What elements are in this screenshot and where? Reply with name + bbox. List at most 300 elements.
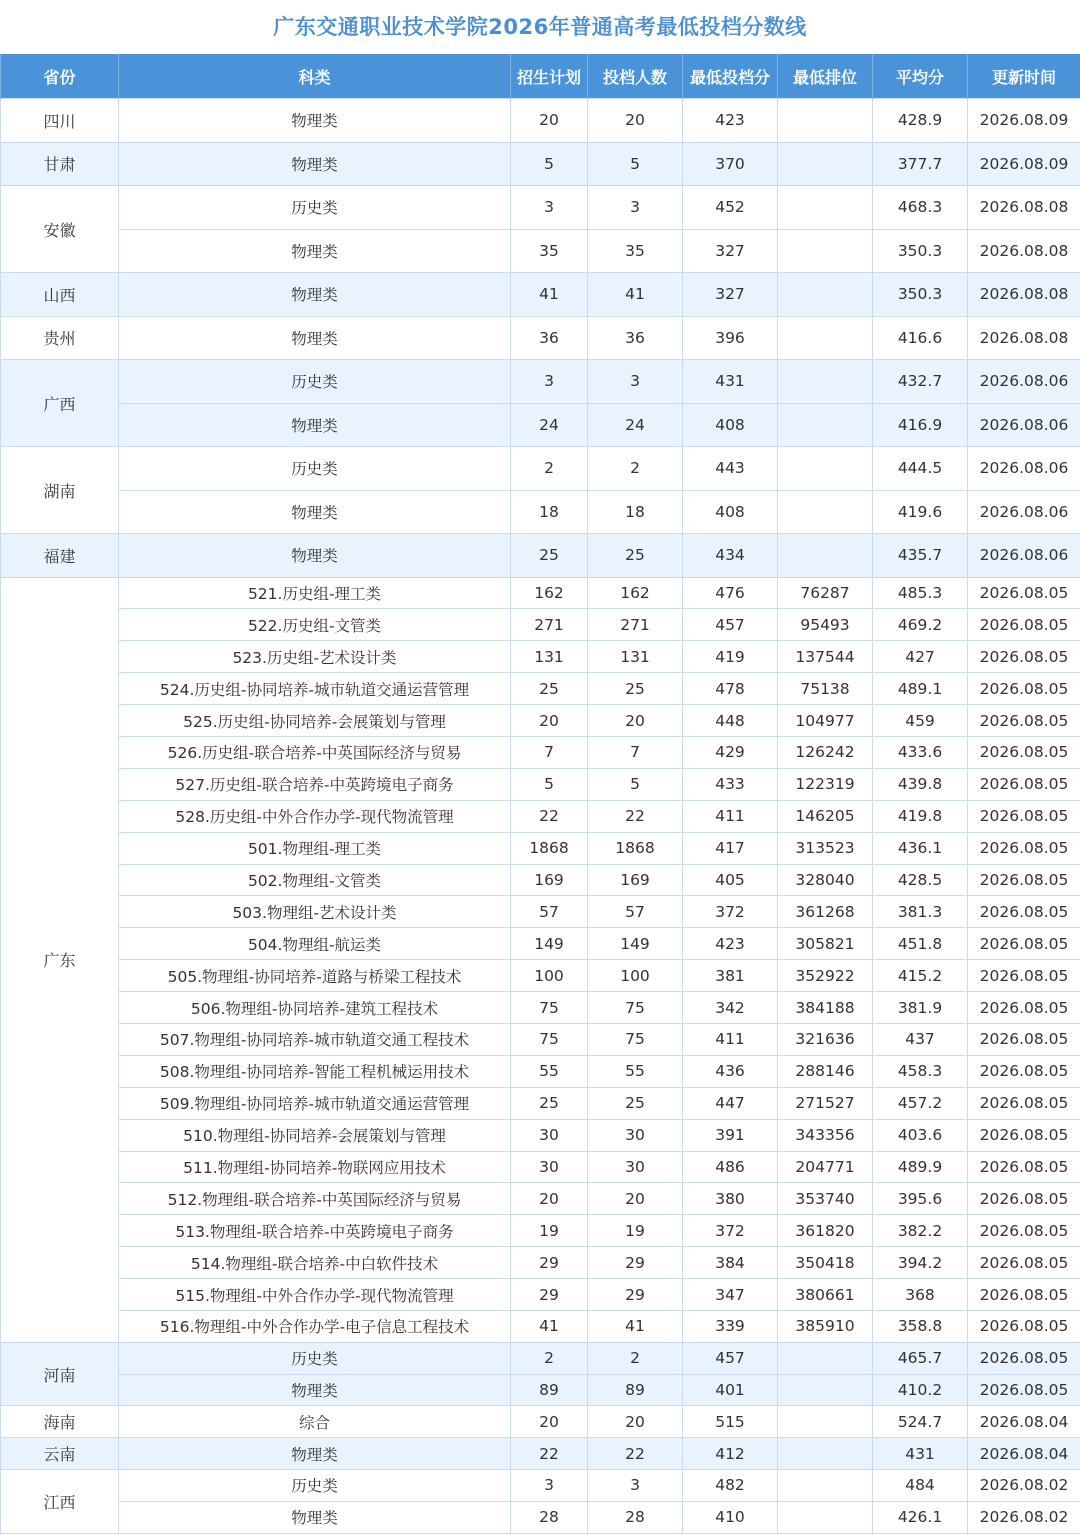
- plan-cell: 75: [511, 992, 588, 1024]
- min-rank-cell: 104977: [778, 705, 873, 737]
- updated-cell: 2026.08.05: [968, 992, 1080, 1024]
- category-cell: 522.历史组-文管类: [119, 609, 511, 641]
- admitted-cell: 20: [588, 705, 683, 737]
- min-rank-cell: 122319: [778, 768, 873, 800]
- table-row: [1, 142, 1080, 186]
- table-row: [1, 273, 1080, 317]
- header-category: 科类: [119, 54, 511, 99]
- admitted-cell: 41: [588, 1310, 683, 1342]
- province-cell: 河南: [1, 1342, 119, 1406]
- min-score-cell: 423: [683, 99, 778, 143]
- category-cell: 物理类: [119, 229, 511, 273]
- category-cell: 507.物理组-协同培养-城市轨道交通工程技术: [119, 1023, 511, 1055]
- table-row: [1, 800, 1080, 832]
- category-cell: 504.物理组-航运类: [119, 928, 511, 960]
- admitted-cell: 28: [588, 1501, 683, 1533]
- average-cell: 350.3: [873, 229, 968, 273]
- min-rank-cell: [778, 403, 873, 447]
- province-cell: 广东: [1, 577, 119, 1342]
- average-cell: 439.8: [873, 768, 968, 800]
- updated-cell: 2026.08.05: [968, 1151, 1080, 1183]
- min-score-cell: 457: [683, 1342, 778, 1374]
- table-row: [1, 1310, 1080, 1342]
- average-cell: 524.7: [873, 1406, 968, 1438]
- plan-cell: 5: [511, 142, 588, 186]
- min-score-cell: 478: [683, 673, 778, 705]
- admitted-cell: 131: [588, 641, 683, 673]
- updated-cell: 2026.08.05: [968, 960, 1080, 992]
- admitted-cell: 25: [588, 673, 683, 705]
- average-cell: 377.7: [873, 142, 968, 186]
- plan-cell: 28: [511, 1501, 588, 1533]
- table-row: [1, 992, 1080, 1024]
- table-row: [1, 1215, 1080, 1247]
- province-cell: 江西: [1, 1470, 119, 1534]
- min-rank-cell: [778, 186, 873, 230]
- category-cell: 历史类: [119, 1342, 511, 1374]
- category-cell: 506.物理组-协同培养-建筑工程技术: [119, 992, 511, 1024]
- updated-cell: 2026.08.05: [968, 928, 1080, 960]
- min-score-cell: 408: [683, 403, 778, 447]
- average-cell: 368: [873, 1279, 968, 1311]
- admitted-cell: 2: [588, 447, 683, 491]
- table-row: [1, 960, 1080, 992]
- admitted-cell: 36: [588, 316, 683, 360]
- min-rank-cell: 384188: [778, 992, 873, 1024]
- plan-cell: 20: [511, 99, 588, 143]
- min-score-cell: 327: [683, 229, 778, 273]
- admitted-cell: 3: [588, 186, 683, 230]
- min-rank-cell: [778, 1342, 873, 1374]
- table-row: [1, 1055, 1080, 1087]
- updated-cell: 2026.08.05: [968, 864, 1080, 896]
- admitted-cell: 22: [588, 800, 683, 832]
- header-plan: 招生计划: [511, 54, 588, 99]
- min-score-cell: 327: [683, 273, 778, 317]
- plan-cell: 20: [511, 705, 588, 737]
- plan-cell: 29: [511, 1279, 588, 1311]
- province-cell: 甘肃: [1, 142, 119, 186]
- plan-cell: 57: [511, 896, 588, 928]
- category-cell: 物理类: [119, 99, 511, 143]
- updated-cell: 2026.08.05: [968, 1279, 1080, 1311]
- average-cell: 428.9: [873, 99, 968, 143]
- min-rank-cell: 137544: [778, 641, 873, 673]
- plan-cell: 22: [511, 1438, 588, 1470]
- table-row: [1, 1279, 1080, 1311]
- admitted-cell: 20: [588, 1183, 683, 1215]
- min-rank-cell: 321636: [778, 1023, 873, 1055]
- plan-cell: 25: [511, 1087, 588, 1119]
- category-cell: 528.历史组-中外合作办学-现代物流管理: [119, 800, 511, 832]
- updated-cell: 2026.08.02: [968, 1501, 1080, 1533]
- admitted-cell: 149: [588, 928, 683, 960]
- min-rank-cell: [778, 360, 873, 404]
- min-score-cell: 457: [683, 609, 778, 641]
- min-score-cell: 443: [683, 447, 778, 491]
- average-cell: 431: [873, 1438, 968, 1470]
- average-cell: 410.2: [873, 1374, 968, 1406]
- table-row: [1, 577, 1080, 609]
- plan-cell: 22: [511, 800, 588, 832]
- admitted-cell: 55: [588, 1055, 683, 1087]
- header-province: 省份: [1, 54, 119, 99]
- min-score-cell: 429: [683, 736, 778, 768]
- category-cell: 513.物理组-联合培养-中英跨境电子商务: [119, 1215, 511, 1247]
- table-row: [1, 403, 1080, 447]
- min-score-cell: 380: [683, 1183, 778, 1215]
- min-rank-cell: [778, 99, 873, 143]
- category-cell: 综合: [119, 1406, 511, 1438]
- average-cell: 358.8: [873, 1310, 968, 1342]
- table-row: [1, 1501, 1080, 1533]
- min-score-cell: 384: [683, 1247, 778, 1279]
- updated-cell: 2026.08.06: [968, 534, 1080, 578]
- min-score-cell: 347: [683, 1279, 778, 1311]
- plan-cell: 7: [511, 736, 588, 768]
- plan-cell: 3: [511, 1470, 588, 1502]
- table-row: [1, 705, 1080, 737]
- average-cell: 489.1: [873, 673, 968, 705]
- min-rank-cell: 350418: [778, 1247, 873, 1279]
- category-cell: 509.物理组-协同培养-城市轨道交通运营管理: [119, 1087, 511, 1119]
- category-cell: 516.物理组-中外合作办学-电子信息工程技术: [119, 1310, 511, 1342]
- admitted-cell: 75: [588, 1023, 683, 1055]
- updated-cell: 2026.08.05: [968, 673, 1080, 705]
- min-rank-cell: 288146: [778, 1055, 873, 1087]
- table-row: [1, 1406, 1080, 1438]
- plan-cell: 20: [511, 1183, 588, 1215]
- plan-cell: 24: [511, 403, 588, 447]
- admitted-cell: 89: [588, 1374, 683, 1406]
- admitted-cell: 19: [588, 1215, 683, 1247]
- updated-cell: 2026.08.05: [968, 1310, 1080, 1342]
- table-row: [1, 360, 1080, 404]
- updated-cell: 2026.08.08: [968, 186, 1080, 230]
- updated-cell: 2026.08.05: [968, 1055, 1080, 1087]
- updated-cell: 2026.08.05: [968, 1087, 1080, 1119]
- header-average: 平均分: [873, 54, 968, 99]
- table-body: [1, 99, 1080, 1534]
- header-min-rank: 最低排位: [778, 54, 873, 99]
- min-score-cell: 447: [683, 1087, 778, 1119]
- table-row: [1, 673, 1080, 705]
- min-score-cell: 431: [683, 360, 778, 404]
- category-cell: 物理类: [119, 403, 511, 447]
- plan-cell: 36: [511, 316, 588, 360]
- plan-cell: 271: [511, 609, 588, 641]
- average-cell: 395.6: [873, 1183, 968, 1215]
- plan-cell: 30: [511, 1119, 588, 1151]
- min-score-cell: 452: [683, 186, 778, 230]
- plan-cell: 29: [511, 1247, 588, 1279]
- updated-cell: 2026.08.05: [968, 1247, 1080, 1279]
- updated-cell: 2026.08.05: [968, 1215, 1080, 1247]
- min-score-cell: 396: [683, 316, 778, 360]
- admitted-cell: 30: [588, 1119, 683, 1151]
- average-cell: 419.6: [873, 490, 968, 534]
- updated-cell: 2026.08.02: [968, 1470, 1080, 1502]
- category-cell: 501.物理组-理工类: [119, 832, 511, 864]
- category-cell: 514.物理组-联合培养-中白软件技术: [119, 1247, 511, 1279]
- category-cell: 505.物理组-协同培养-道路与桥梁工程技术: [119, 960, 511, 992]
- average-cell: 350.3: [873, 273, 968, 317]
- table-row: [1, 229, 1080, 273]
- average-cell: 381.9: [873, 992, 968, 1024]
- header-row: [1, 54, 1080, 99]
- admitted-cell: 25: [588, 534, 683, 578]
- admitted-cell: 7: [588, 736, 683, 768]
- min-rank-cell: 328040: [778, 864, 873, 896]
- average-cell: 489.9: [873, 1151, 968, 1183]
- admitted-cell: 5: [588, 768, 683, 800]
- min-rank-cell: 353740: [778, 1183, 873, 1215]
- min-score-cell: 401: [683, 1374, 778, 1406]
- province-cell: 湖南: [1, 447, 119, 534]
- updated-cell: 2026.08.06: [968, 447, 1080, 491]
- plan-cell: 75: [511, 1023, 588, 1055]
- header-min-score: 最低投档分: [683, 54, 778, 99]
- average-cell: 435.7: [873, 534, 968, 578]
- province-cell: 安徽: [1, 186, 119, 273]
- category-cell: 历史类: [119, 447, 511, 491]
- min-rank-cell: 305821: [778, 928, 873, 960]
- table-row: [1, 1470, 1080, 1502]
- min-score-cell: 342: [683, 992, 778, 1024]
- table-row: [1, 316, 1080, 360]
- category-cell: 物理类: [119, 534, 511, 578]
- min-rank-cell: 95493: [778, 609, 873, 641]
- category-cell: 512.物理组-联合培养-中英国际经济与贸易: [119, 1183, 511, 1215]
- table-row: [1, 1087, 1080, 1119]
- category-cell: 物理类: [119, 1501, 511, 1533]
- table-row: [1, 768, 1080, 800]
- min-score-cell: 412: [683, 1438, 778, 1470]
- category-cell: 历史类: [119, 1470, 511, 1502]
- average-cell: 437: [873, 1023, 968, 1055]
- table-row: [1, 641, 1080, 673]
- average-cell: 469.2: [873, 609, 968, 641]
- category-cell: 526.历史组-联合培养-中英国际经济与贸易: [119, 736, 511, 768]
- category-cell: 521.历史组-理工类: [119, 577, 511, 609]
- min-score-cell: 411: [683, 800, 778, 832]
- admitted-cell: 22: [588, 1438, 683, 1470]
- category-cell: 历史类: [119, 186, 511, 230]
- min-score-cell: 448: [683, 705, 778, 737]
- average-cell: 484: [873, 1470, 968, 1502]
- min-rank-cell: [778, 447, 873, 491]
- average-cell: 416.6: [873, 316, 968, 360]
- min-rank-cell: 343356: [778, 1119, 873, 1151]
- updated-cell: 2026.08.05: [968, 609, 1080, 641]
- updated-cell: 2026.08.04: [968, 1406, 1080, 1438]
- category-cell: 515.物理组-中外合作办学-现代物流管理: [119, 1279, 511, 1311]
- plan-cell: 2: [511, 1342, 588, 1374]
- min-rank-cell: 271527: [778, 1087, 873, 1119]
- updated-cell: 2026.08.05: [968, 832, 1080, 864]
- min-score-cell: 372: [683, 1215, 778, 1247]
- header-updated: 更新时间: [968, 54, 1080, 99]
- header-admitted: 投档人数: [588, 54, 683, 99]
- admitted-cell: 30: [588, 1151, 683, 1183]
- plan-cell: 55: [511, 1055, 588, 1087]
- plan-cell: 20: [511, 1406, 588, 1438]
- plan-cell: 2: [511, 447, 588, 491]
- min-score-cell: 423: [683, 928, 778, 960]
- admitted-cell: 271: [588, 609, 683, 641]
- table-row: [1, 490, 1080, 534]
- plan-cell: 5: [511, 768, 588, 800]
- average-cell: 381.3: [873, 896, 968, 928]
- table-row: [1, 99, 1080, 143]
- category-cell: 物理类: [119, 1438, 511, 1470]
- table-row: [1, 1151, 1080, 1183]
- plan-cell: 25: [511, 534, 588, 578]
- table-row: [1, 186, 1080, 230]
- province-cell: 广西: [1, 360, 119, 447]
- min-rank-cell: 204771: [778, 1151, 873, 1183]
- updated-cell: 2026.08.09: [968, 142, 1080, 186]
- admitted-cell: 20: [588, 99, 683, 143]
- plan-cell: 18: [511, 490, 588, 534]
- category-cell: 523.历史组-艺术设计类: [119, 641, 511, 673]
- admitted-cell: 100: [588, 960, 683, 992]
- category-cell: 525.历史组-协同培养-会展策划与管理: [119, 705, 511, 737]
- plan-cell: 35: [511, 229, 588, 273]
- table-row: [1, 736, 1080, 768]
- table-row: [1, 1119, 1080, 1151]
- score-table: [0, 54, 1080, 1534]
- updated-cell: 2026.08.06: [968, 360, 1080, 404]
- category-cell: 历史类: [119, 360, 511, 404]
- category-cell: 508.物理组-协同培养-智能工程机械运用技术: [119, 1055, 511, 1087]
- min-score-cell: 408: [683, 490, 778, 534]
- plan-cell: 1868: [511, 832, 588, 864]
- province-cell: 福建: [1, 534, 119, 578]
- updated-cell: 2026.08.05: [968, 641, 1080, 673]
- province-cell: 四川: [1, 99, 119, 143]
- average-cell: 419.8: [873, 800, 968, 832]
- min-score-cell: 381: [683, 960, 778, 992]
- min-rank-cell: 76287: [778, 577, 873, 609]
- average-cell: 394.2: [873, 1247, 968, 1279]
- plan-cell: 169: [511, 864, 588, 896]
- table-row: [1, 1374, 1080, 1406]
- category-cell: 503.物理组-艺术设计类: [119, 896, 511, 928]
- table-row: [1, 534, 1080, 578]
- min-score-cell: 417: [683, 832, 778, 864]
- admitted-cell: 3: [588, 360, 683, 404]
- min-rank-cell: [778, 316, 873, 360]
- min-rank-cell: 146205: [778, 800, 873, 832]
- min-rank-cell: [778, 490, 873, 534]
- admitted-cell: 35: [588, 229, 683, 273]
- updated-cell: 2026.08.05: [968, 705, 1080, 737]
- average-cell: 436.1: [873, 832, 968, 864]
- updated-cell: 2026.08.08: [968, 273, 1080, 317]
- min-score-cell: 436: [683, 1055, 778, 1087]
- admitted-cell: 18: [588, 490, 683, 534]
- plan-cell: 100: [511, 960, 588, 992]
- admitted-cell: 29: [588, 1279, 683, 1311]
- province-cell: 云南: [1, 1438, 119, 1470]
- updated-cell: 2026.08.09: [968, 99, 1080, 143]
- province-cell: 贵州: [1, 316, 119, 360]
- min-rank-cell: 75138: [778, 673, 873, 705]
- min-rank-cell: [778, 1470, 873, 1502]
- updated-cell: 2026.08.05: [968, 896, 1080, 928]
- province-cell: 海南: [1, 1406, 119, 1438]
- admitted-cell: 5: [588, 142, 683, 186]
- average-cell: 458.3: [873, 1055, 968, 1087]
- plan-cell: 25: [511, 673, 588, 705]
- average-cell: 382.2: [873, 1215, 968, 1247]
- plan-cell: 19: [511, 1215, 588, 1247]
- average-cell: 433.6: [873, 736, 968, 768]
- plan-cell: 41: [511, 273, 588, 317]
- updated-cell: 2026.08.05: [968, 768, 1080, 800]
- table-row: [1, 928, 1080, 960]
- min-score-cell: 372: [683, 896, 778, 928]
- updated-cell: 2026.08.08: [968, 229, 1080, 273]
- min-rank-cell: 361268: [778, 896, 873, 928]
- table-row: [1, 864, 1080, 896]
- min-rank-cell: 126242: [778, 736, 873, 768]
- min-score-cell: 405: [683, 864, 778, 896]
- average-cell: 457.2: [873, 1087, 968, 1119]
- admitted-cell: 169: [588, 864, 683, 896]
- average-cell: 465.7: [873, 1342, 968, 1374]
- plan-cell: 41: [511, 1310, 588, 1342]
- admitted-cell: 24: [588, 403, 683, 447]
- min-rank-cell: [778, 1438, 873, 1470]
- updated-cell: 2026.08.05: [968, 1023, 1080, 1055]
- min-rank-cell: [778, 229, 873, 273]
- updated-cell: 2026.08.05: [968, 1374, 1080, 1406]
- updated-cell: 2026.08.05: [968, 1342, 1080, 1374]
- min-rank-cell: [778, 273, 873, 317]
- plan-cell: 162: [511, 577, 588, 609]
- admitted-cell: 29: [588, 1247, 683, 1279]
- table-row: [1, 1438, 1080, 1470]
- average-cell: 432.7: [873, 360, 968, 404]
- category-cell: 物理类: [119, 316, 511, 360]
- min-rank-cell: 361820: [778, 1215, 873, 1247]
- plan-cell: 3: [511, 360, 588, 404]
- category-cell: 物理类: [119, 1374, 511, 1406]
- table-row: [1, 896, 1080, 928]
- min-rank-cell: 352922: [778, 960, 873, 992]
- min-rank-cell: [778, 142, 873, 186]
- min-score-cell: 411: [683, 1023, 778, 1055]
- admitted-cell: 1868: [588, 832, 683, 864]
- min-score-cell: 370: [683, 142, 778, 186]
- admitted-cell: 162: [588, 577, 683, 609]
- updated-cell: 2026.08.05: [968, 736, 1080, 768]
- average-cell: 416.9: [873, 403, 968, 447]
- average-cell: 444.5: [873, 447, 968, 491]
- min-score-cell: 515: [683, 1406, 778, 1438]
- min-score-cell: 339: [683, 1310, 778, 1342]
- average-cell: 426.1: [873, 1501, 968, 1533]
- average-cell: 428.5: [873, 864, 968, 896]
- table-row: [1, 832, 1080, 864]
- plan-cell: 30: [511, 1151, 588, 1183]
- category-cell: 物理类: [119, 490, 511, 534]
- updated-cell: 2026.08.05: [968, 1119, 1080, 1151]
- category-cell: 物理类: [119, 142, 511, 186]
- min-score-cell: 434: [683, 534, 778, 578]
